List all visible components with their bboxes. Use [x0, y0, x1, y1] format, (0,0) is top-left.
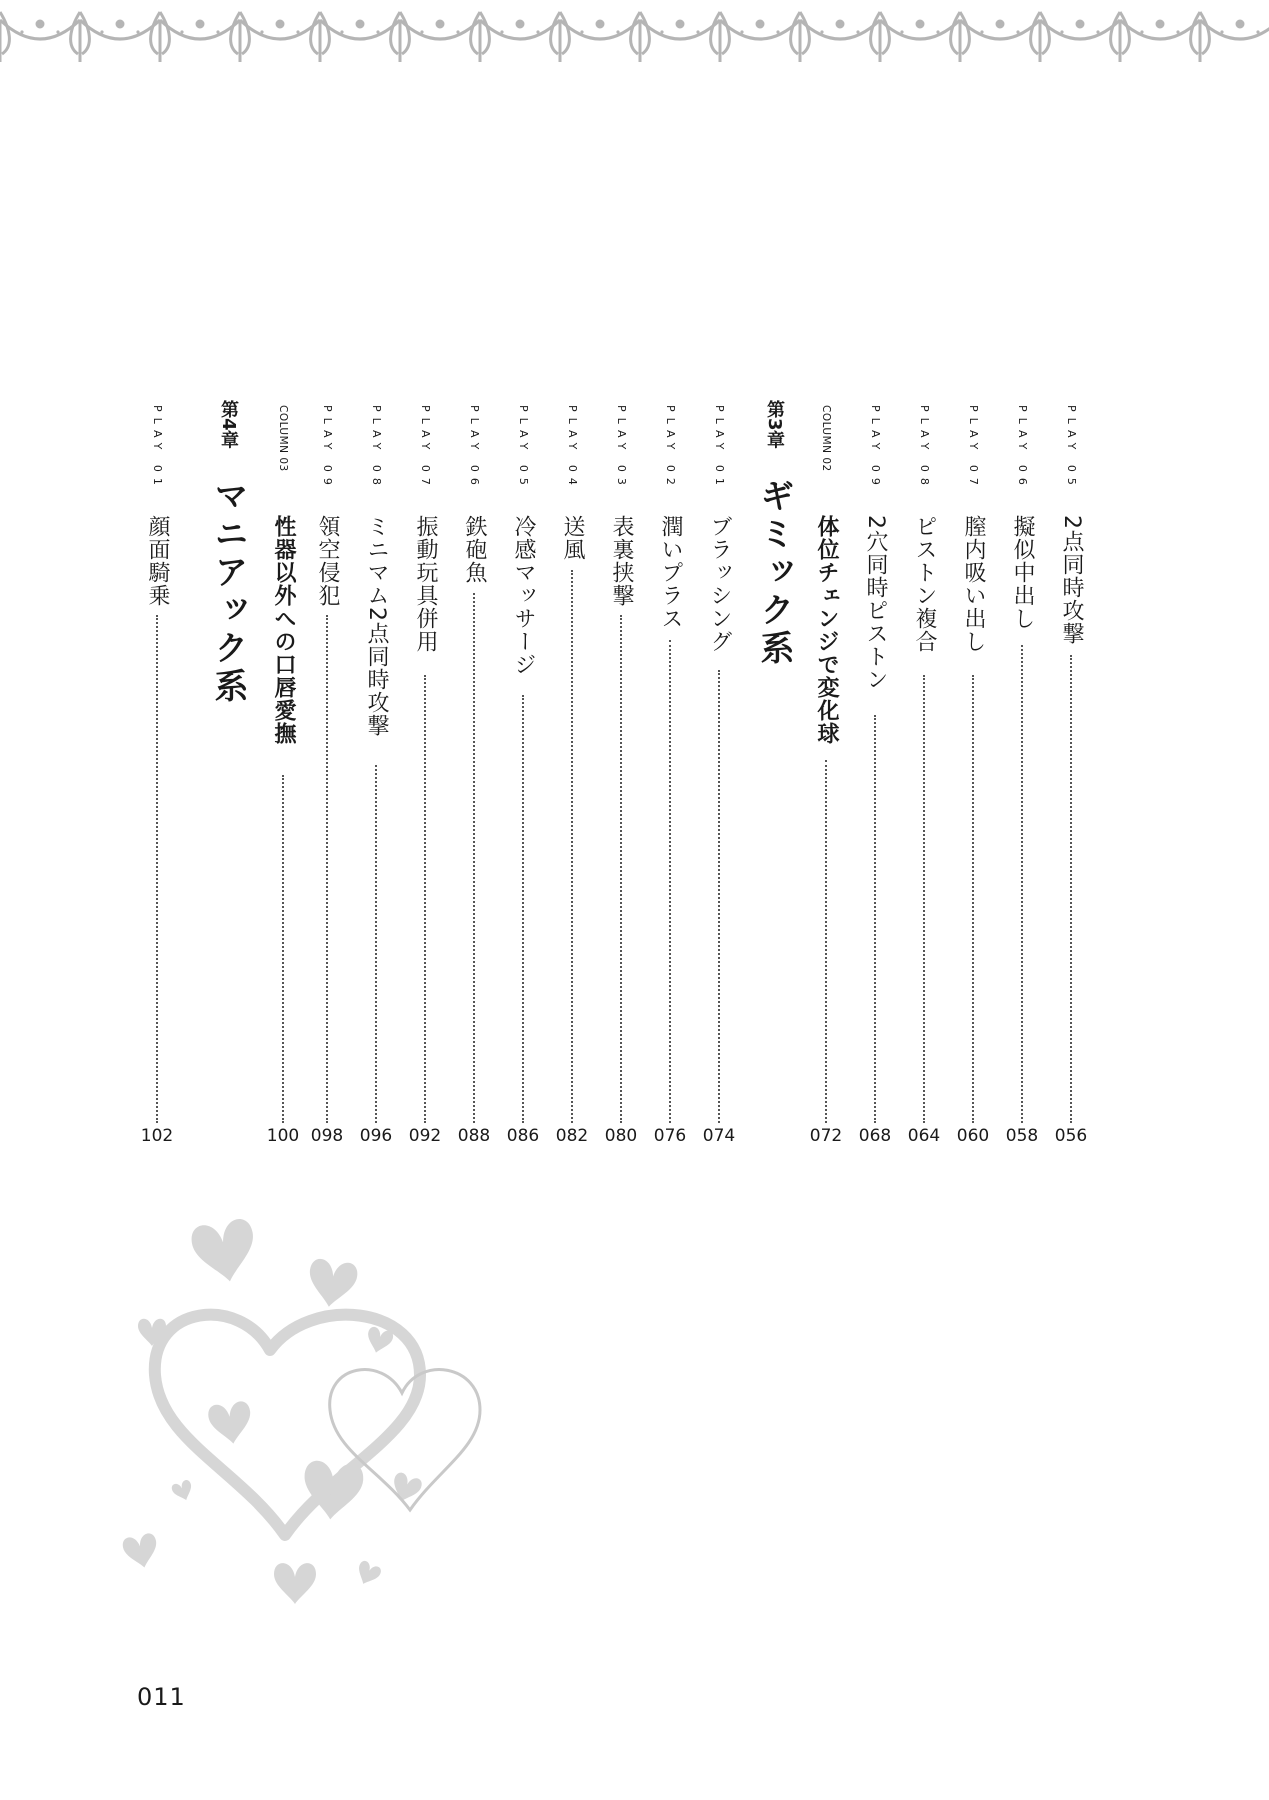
fleur-icon — [711, 12, 730, 62]
entry-title: ピストン複合 — [912, 515, 937, 653]
dot-icon — [856, 30, 859, 33]
dot-icon — [1256, 30, 1259, 33]
dot-leader — [522, 695, 524, 1123]
entry-title: 潤いプラス — [658, 515, 683, 630]
entry-label: COLUMN 03 — [277, 405, 289, 472]
entry-label: PLAY 01 — [713, 405, 726, 491]
entry-title: 鉄砲魚 — [462, 515, 487, 584]
fleur-icon — [1031, 12, 1050, 62]
dot-icon — [1016, 30, 1019, 33]
toc-entry[interactable] — [359, 405, 393, 1145]
dot-leader — [923, 675, 925, 1123]
fleur-icon — [311, 12, 330, 62]
toc-entry[interactable] — [907, 405, 941, 1145]
sparkle-icon — [117, 21, 123, 27]
sparkle-icon — [37, 21, 43, 27]
sparkle-icon — [277, 21, 283, 27]
toc-entry[interactable] — [266, 405, 300, 1145]
toc-entry[interactable] — [809, 405, 843, 1145]
dot-icon — [1140, 30, 1143, 33]
dot-icon — [820, 30, 823, 33]
toc-entry[interactable] — [1005, 405, 1039, 1145]
toc-entry[interactable] — [408, 405, 442, 1145]
dot-icon — [340, 30, 343, 33]
sparkle-icon — [757, 21, 763, 27]
dot-icon — [776, 30, 779, 33]
entry-title: 顔面騎乗 — [145, 515, 170, 607]
toc-entry[interactable] — [653, 405, 687, 1145]
dot-icon — [100, 30, 103, 33]
entry-page: 068 — [858, 1126, 892, 1146]
sparkle-icon — [197, 21, 203, 27]
dot-icon — [296, 30, 299, 33]
entry-page: 096 — [359, 1126, 393, 1146]
dot-icon — [1220, 30, 1223, 33]
dot-icon — [260, 30, 263, 33]
entry-title: 2穴同時ピストン — [863, 515, 888, 691]
entry-label: PLAY 07 — [967, 405, 980, 491]
entry-page: 100 — [266, 1126, 300, 1146]
entry-page: 072 — [809, 1126, 843, 1146]
sparkle-icon — [677, 21, 683, 27]
fleur-icon — [1191, 12, 1210, 62]
entry-title: 体位チェンジで変化球 — [814, 515, 839, 745]
entry-label: PLAY 05 — [517, 405, 530, 491]
fleur-icon — [1111, 12, 1130, 62]
dot-icon — [180, 30, 183, 33]
dot-leader — [375, 765, 377, 1123]
dot-leader — [326, 615, 328, 1123]
entry-title: 送風 — [560, 515, 585, 561]
entry-label: PLAY 08 — [918, 405, 931, 491]
sparkle-icon — [597, 21, 603, 27]
fleur-icon — [871, 12, 890, 62]
entry-page: 064 — [907, 1126, 941, 1146]
toc-entry[interactable] — [457, 405, 491, 1145]
dot-leader — [718, 670, 720, 1123]
dot-icon — [136, 30, 139, 33]
fleur-icon — [71, 12, 90, 62]
fleur-icon — [791, 12, 810, 62]
entry-title: 冷感マッサージ — [511, 515, 536, 676]
entry-title: 表裏挟撃 — [609, 515, 634, 607]
toc-entry[interactable] — [702, 405, 736, 1145]
toc-entry[interactable] — [858, 405, 892, 1145]
dot-leader — [825, 760, 827, 1123]
entry-title: 振動玩具併用 — [413, 515, 438, 653]
entry-page: 092 — [408, 1126, 442, 1146]
chapter-label: 第3章 — [764, 400, 785, 449]
dot-icon — [1096, 30, 1099, 33]
dot-icon — [1176, 30, 1179, 33]
dot-leader — [571, 570, 573, 1123]
entry-title: ブラッシング — [707, 515, 732, 653]
entry-page: 058 — [1005, 1126, 1039, 1146]
heart-icon — [170, 1479, 195, 1504]
hearts-decoration — [120, 1215, 520, 1635]
dot-icon — [20, 30, 23, 33]
dot-leader — [1070, 655, 1072, 1123]
dot-icon — [56, 30, 59, 33]
heart-icon — [305, 1258, 359, 1311]
entry-label: PLAY 09 — [321, 405, 334, 491]
toc-entry[interactable] — [506, 405, 540, 1145]
entry-title: 性器以外への口唇愛撫 — [271, 515, 296, 745]
entry-label: PLAY 07 — [419, 405, 432, 491]
chapter-title: マニアック系 — [208, 478, 248, 706]
chapter-label: 第4章 — [218, 400, 239, 449]
entry-label: PLAY 06 — [1016, 405, 1029, 491]
heart-icon — [207, 1400, 254, 1446]
dot-icon — [420, 30, 423, 33]
dot-icon — [616, 30, 619, 33]
entry-label: PLAY 04 — [566, 405, 579, 491]
fleur-icon — [391, 12, 410, 62]
entry-page: 076 — [653, 1126, 687, 1146]
sparkle-icon — [917, 21, 923, 27]
sparkle-icon — [1157, 21, 1163, 27]
entry-page: 102 — [140, 1126, 174, 1146]
sparkle-icon — [1237, 21, 1243, 27]
dot-leader — [1021, 645, 1023, 1123]
ornamental-border — [0, 0, 1269, 80]
chapter-heading[interactable] — [752, 400, 796, 730]
entry-label: COLUMN 02 — [820, 405, 832, 472]
entry-page: 082 — [555, 1126, 589, 1146]
dot-leader — [424, 675, 426, 1123]
dot-icon — [216, 30, 219, 33]
entry-label: PLAY 08 — [370, 405, 383, 491]
entry-title: 領空侵犯 — [315, 515, 340, 607]
sparkle-icon — [997, 21, 1003, 27]
sparkle-icon — [437, 21, 443, 27]
chapter-title: ギミック系 — [754, 478, 794, 668]
fleur-icon — [951, 12, 970, 62]
entry-label: PLAY 03 — [615, 405, 628, 491]
entry-label: PLAY 06 — [468, 405, 481, 491]
heart-icon — [121, 1532, 161, 1571]
fleur-icon — [231, 12, 250, 62]
fleur-icon — [631, 12, 650, 62]
dot-icon — [980, 30, 983, 33]
entry-page: 080 — [604, 1126, 638, 1146]
dot-leader — [620, 615, 622, 1123]
entry-label: PLAY 02 — [664, 405, 677, 491]
dot-icon — [660, 30, 663, 33]
entry-title: ミニマム2点同時攻撃 — [364, 515, 389, 737]
entry-page: 056 — [1054, 1126, 1088, 1146]
entry-page: 060 — [956, 1126, 990, 1146]
sparkle-icon — [837, 21, 843, 27]
page-number: 011 — [137, 1683, 186, 1711]
entry-title: 擬似中出し — [1010, 515, 1035, 630]
dot-leader — [156, 615, 158, 1123]
dot-icon — [696, 30, 699, 33]
dot-icon — [500, 30, 503, 33]
dot-icon — [580, 30, 583, 33]
heart-icon — [189, 1217, 260, 1287]
dot-icon — [536, 30, 539, 33]
entry-page: 088 — [457, 1126, 491, 1146]
toc-entry[interactable] — [956, 405, 990, 1145]
entry-label: PLAY 09 — [869, 405, 882, 491]
toc-entry[interactable] — [604, 405, 638, 1145]
chapter-heading[interactable] — [206, 400, 250, 730]
fleur-icon — [151, 12, 170, 62]
dot-icon — [900, 30, 903, 33]
toc-entry[interactable] — [310, 405, 344, 1145]
entry-page: 074 — [702, 1126, 736, 1146]
entry-label: PLAY 01 — [151, 405, 164, 491]
dot-icon — [740, 30, 743, 33]
sparkle-icon — [517, 21, 523, 27]
entry-title: 膣内吸い出し — [961, 515, 986, 653]
entry-title: 2点同時攻撃 — [1059, 515, 1084, 645]
dot-leader — [874, 715, 876, 1123]
dot-icon — [376, 30, 379, 33]
fleur-icon — [471, 12, 490, 62]
dot-leader — [282, 775, 284, 1123]
toc-entry[interactable] — [140, 405, 174, 1145]
sparkle-icon — [1077, 21, 1083, 27]
fleur-icon — [551, 12, 570, 62]
toc-entry[interactable] — [1054, 405, 1088, 1145]
dot-leader — [473, 593, 475, 1123]
entry-label: PLAY 05 — [1065, 405, 1078, 491]
dot-icon — [936, 30, 939, 33]
dot-icon — [456, 30, 459, 33]
dot-leader — [669, 640, 671, 1123]
entry-page: 086 — [506, 1126, 540, 1146]
heart-icon — [353, 1559, 383, 1588]
dot-leader — [972, 675, 974, 1123]
heart-icon — [274, 1563, 316, 1604]
toc-entry[interactable] — [555, 405, 589, 1145]
dot-icon — [1060, 30, 1063, 33]
entry-page: 098 — [310, 1126, 344, 1146]
sparkle-icon — [357, 21, 363, 27]
